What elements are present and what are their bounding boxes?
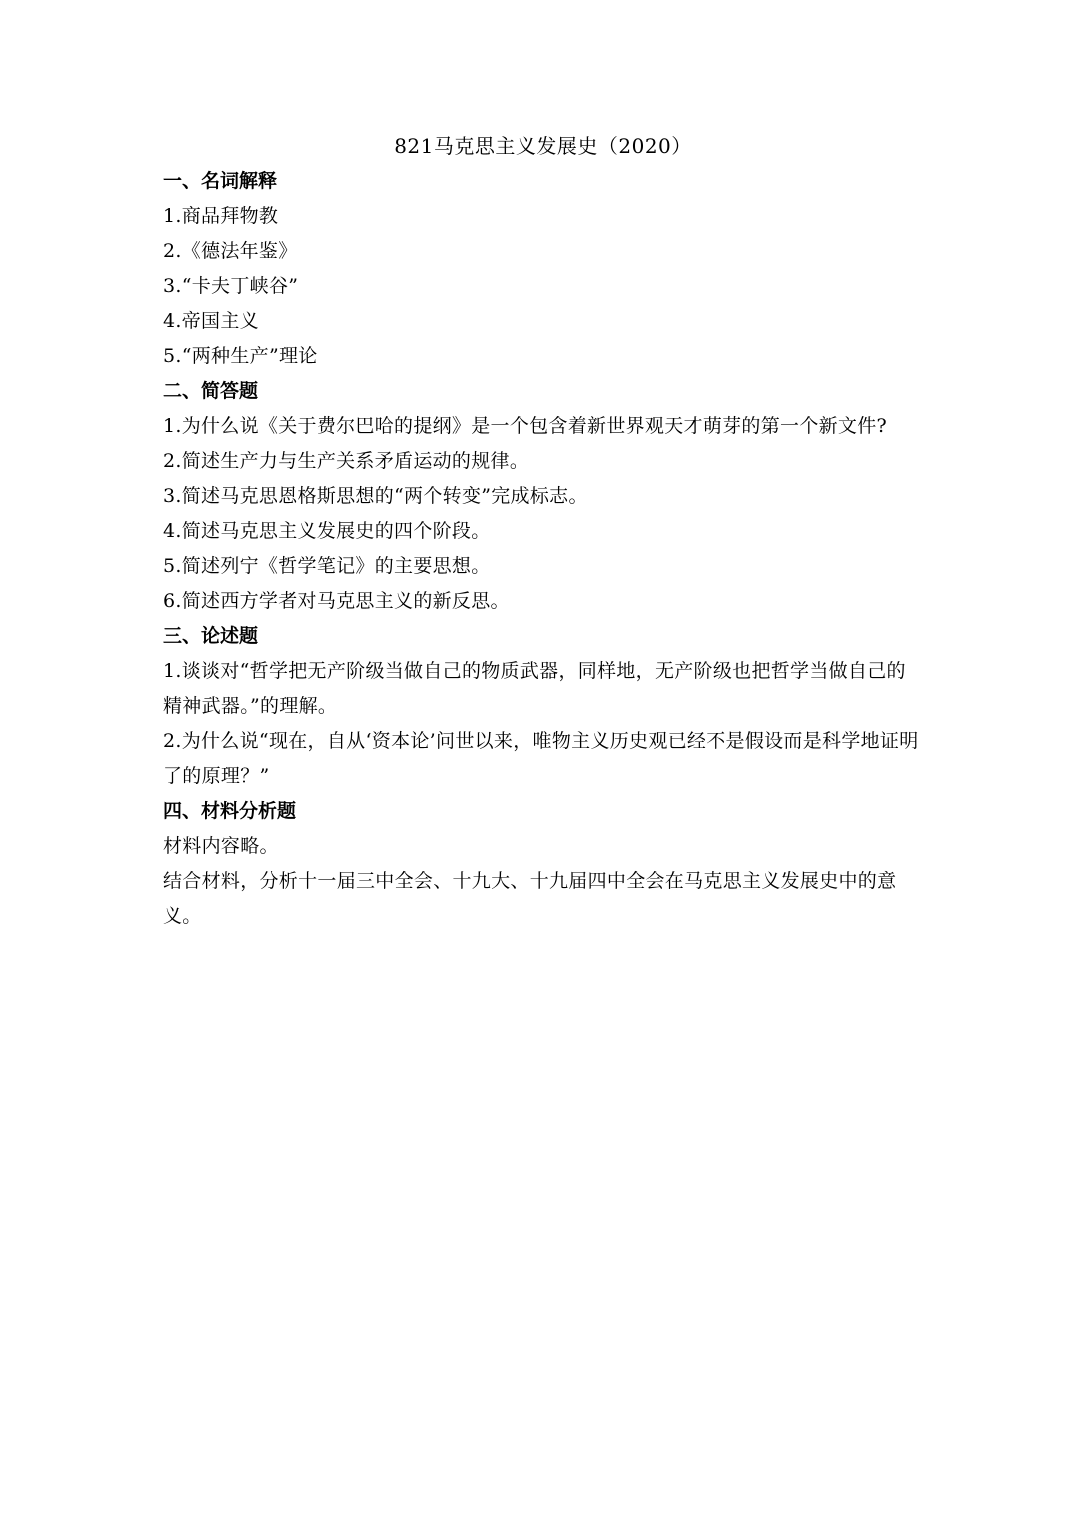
section-terms xyxy=(163,164,923,374)
question-item: 1.谈谈对“哲学把无产阶级当做自己的物质武器，同样地，无产阶级也把哲学当做自己的精神武器。”的理解。 xyxy=(163,660,906,717)
question-item: 3.“卡夫丁峡谷” xyxy=(163,275,299,297)
section-heading: 二、简答题 xyxy=(163,380,259,402)
section-material-analysis xyxy=(163,794,923,934)
question-item: 材料内容略。 xyxy=(163,835,279,857)
section-heading: 四、材料分析题 xyxy=(163,800,297,822)
document-title: 821马克思主义发展史（2020） xyxy=(394,134,692,158)
question-item: 2.简述生产力与生产关系矛盾运动的规律。 xyxy=(163,450,530,472)
question-item: 2.为什么说“现在，自从‘资本论’问世以来，唯物主义历史观已经不是假设而是科学地证明了的原理？” xyxy=(163,730,919,787)
question-item: 1.商品拜物教 xyxy=(163,205,279,227)
question-item: 结合材料，分析十一届三中全会、十九大、十九届四中全会在马克思主义发展史中的意义。 xyxy=(163,870,897,927)
question-item: 4.简述马克思主义发展史的四个阶段。 xyxy=(163,520,491,542)
section-heading: 一、名词解释 xyxy=(163,170,278,192)
question-item: 3.简述马克思恩格斯思想的“两个转变”完成标志。 xyxy=(163,485,588,507)
question-item: 2.《德法年鉴》 xyxy=(163,240,298,262)
question-item: 5.简述列宁《哲学笔记》的主要思想。 xyxy=(163,555,491,577)
question-item: 6.简述西方学者对马克思主义的新反思。 xyxy=(163,590,510,612)
document-content xyxy=(163,128,923,934)
section-short-answer xyxy=(163,374,923,619)
question-item: 4.帝国主义 xyxy=(163,310,259,332)
section-essay xyxy=(163,619,923,794)
question-item: 1.为什么说《关于费尔巴哈的提纲》是一个包含着新世界观天才萌芽的第一个新文件? xyxy=(163,415,888,437)
section-heading: 三、论述题 xyxy=(163,625,259,647)
question-item: 5.“两种生产”理论 xyxy=(163,345,318,367)
